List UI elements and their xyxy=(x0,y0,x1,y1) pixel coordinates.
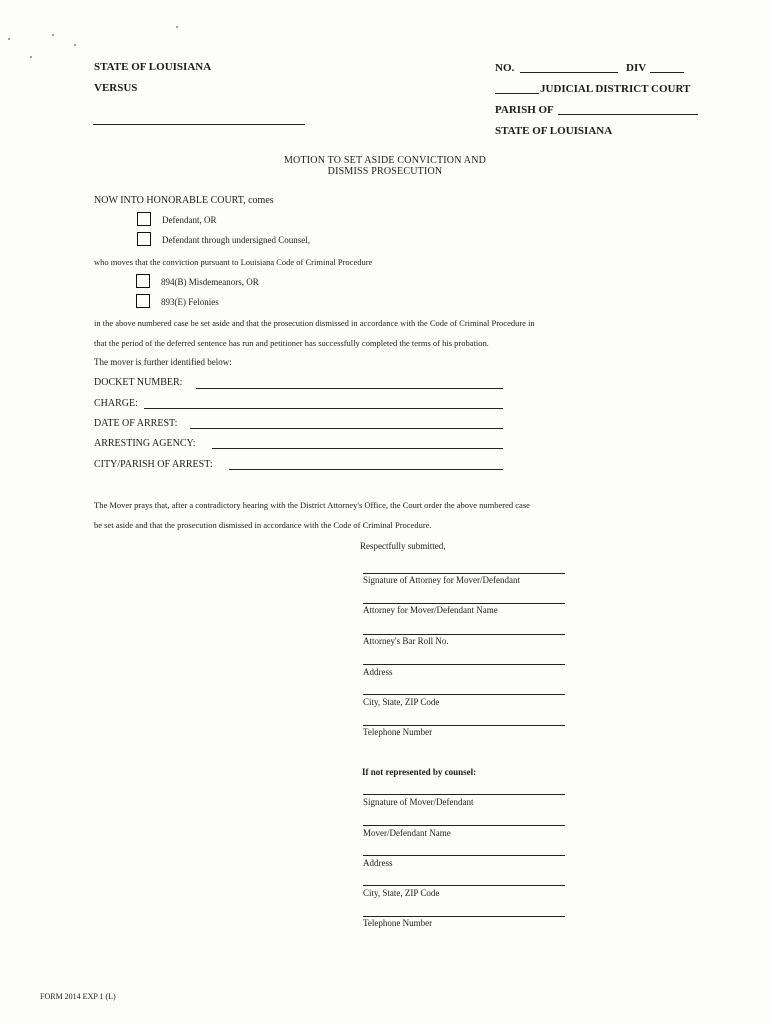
bar-roll-label: Attorney's Bar Roll No. xyxy=(363,636,449,646)
arresting-agency-line[interactable] xyxy=(212,437,503,449)
attorney-city-state-zip-label: City, State, ZIP Code xyxy=(363,697,440,707)
div-line[interactable] xyxy=(650,61,684,73)
mover-signature-line[interactable] xyxy=(363,794,565,795)
city-parish-of-arrest-label: CITY/PARISH OF ARREST: xyxy=(94,459,213,470)
mover-identified-text: The mover is further identified below: xyxy=(94,357,232,367)
charge-line[interactable] xyxy=(144,397,503,409)
attorney-telephone-label: Telephone Number xyxy=(363,727,433,737)
docket-number-label: DOCKET NUMBER: xyxy=(94,377,183,388)
city-parish-of-arrest-line[interactable] xyxy=(229,458,503,470)
scan-speck xyxy=(30,56,32,58)
scan-speck xyxy=(52,34,54,36)
counsel-checkbox[interactable] xyxy=(137,232,151,246)
attorney-name-line[interactable] xyxy=(363,603,565,604)
state-of-louisiana-right: STATE OF LOUISIANA xyxy=(495,125,613,137)
defendant-checkbox[interactable] xyxy=(137,212,151,226)
parish-line[interactable] xyxy=(558,103,698,115)
attorney-city-state-zip-line[interactable] xyxy=(363,694,565,695)
district-number-line[interactable] xyxy=(495,82,539,94)
parish-of-label: PARISH OF xyxy=(495,104,554,116)
attorney-signature-label: Signature of Attorney for Mover/Defendant xyxy=(363,575,520,585)
respectfully-submitted: Respectfully submitted, xyxy=(360,541,446,551)
form-id: FORM 2014 EXP 1 (L) xyxy=(40,992,116,1001)
mover-signature-label: Signature of Mover/Defendant xyxy=(363,797,474,807)
mover-address-line[interactable] xyxy=(363,855,565,856)
misdemeanor-option-label: 894(B) Misdemeanors, OR xyxy=(161,277,259,287)
mover-telephone-line[interactable] xyxy=(363,916,565,917)
mover-address-label: Address xyxy=(363,858,393,868)
arresting-agency-label: ARRESTING AGENCY: xyxy=(94,438,196,449)
attorney-signature-line[interactable] xyxy=(363,573,565,574)
not-represented-heading: If not represented by counsel: xyxy=(362,767,477,777)
mover-name-label: Mover/Defendant Name xyxy=(363,828,451,838)
case-no-label: NO. xyxy=(495,62,515,74)
scan-speck xyxy=(176,26,178,28)
prayer-line2: be set aside and that the prosecution dismissed in accordance with the Code of Criminal Procedure. xyxy=(94,520,432,530)
prayer-line1: The Mover prays that, after a contradictory hearing with the District Attorney's Office, the Court order the above numbered case xyxy=(94,500,530,510)
defendant-name-line[interactable] xyxy=(93,124,305,125)
scan-speck xyxy=(8,38,10,40)
moves-text: who moves that the conviction pursuant to Louisiana Code of Criminal Procedure xyxy=(94,257,373,267)
mover-name-line[interactable] xyxy=(363,825,565,826)
misdemeanor-checkbox[interactable] xyxy=(136,274,150,288)
mover-telephone-label: Telephone Number xyxy=(363,918,433,928)
motion-title-line2: DISMISS PROSECUTION xyxy=(327,166,443,177)
bar-roll-line[interactable] xyxy=(363,634,565,635)
felony-option-label: 893(E) Felonies xyxy=(161,297,219,307)
date-of-arrest-line[interactable] xyxy=(190,417,503,429)
state-of-louisiana-left: STATE OF LOUISIANA xyxy=(94,61,212,73)
counsel-option-label: Defendant through undersigned Counsel, xyxy=(162,235,310,245)
date-of-arrest-label: DATE OF ARREST: xyxy=(94,418,178,429)
judicial-district-court-label: JUDICIAL DISTRICT COURT xyxy=(540,83,691,95)
mover-city-state-zip-label: City, State, ZIP Code xyxy=(363,888,440,898)
mover-city-state-zip-line[interactable] xyxy=(363,885,565,886)
scan-speck xyxy=(74,44,76,46)
versus-label: VERSUS xyxy=(94,82,138,94)
set-aside-paragraph-line1: in the above numbered case be set aside and that the prosecution dismissed in accordance with the Code of Criminal Procedure in xyxy=(94,318,535,328)
attorney-address-label: Address xyxy=(363,667,393,677)
set-aside-paragraph-line2: that the period of the deferred sentence has run and petitioner has successfully completed the terms of his probation. xyxy=(94,338,489,348)
attorney-telephone-line[interactable] xyxy=(363,725,565,726)
motion-title-line1: MOTION TO SET ASIDE CONVICTION AND xyxy=(283,155,487,166)
attorney-name-label: Attorney for Mover/Defendant Name xyxy=(363,605,498,615)
defendant-option-label: Defendant, OR xyxy=(162,215,217,225)
case-no-line[interactable] xyxy=(520,61,618,73)
charge-label: CHARGE: xyxy=(94,398,138,409)
attorney-address-line[interactable] xyxy=(363,664,565,665)
div-label: DIV xyxy=(626,62,647,74)
docket-number-line[interactable] xyxy=(196,377,503,389)
felony-checkbox[interactable] xyxy=(136,294,150,308)
intro-text: NOW INTO HONORABLE COURT, comes xyxy=(94,195,274,206)
